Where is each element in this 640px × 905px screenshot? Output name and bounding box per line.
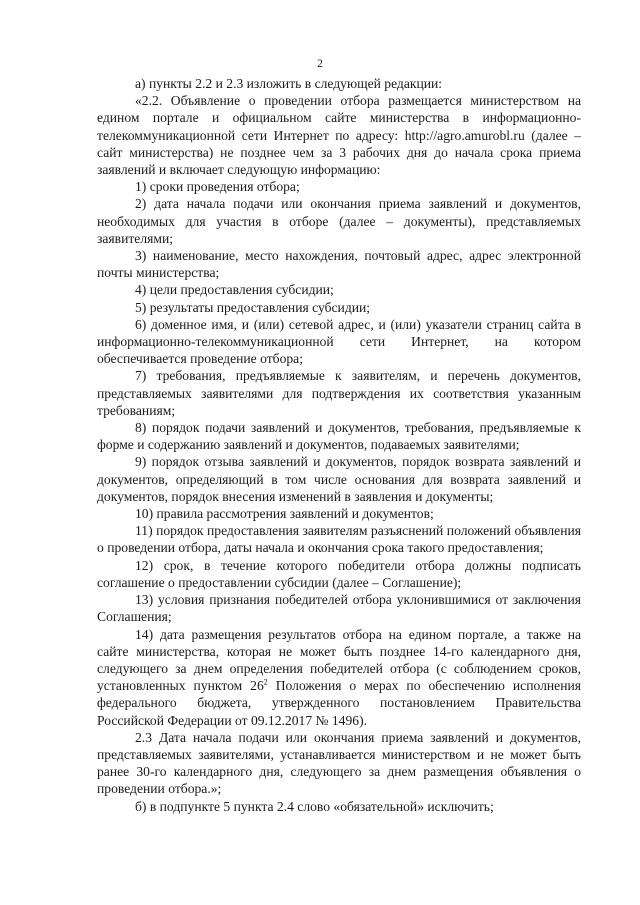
- list-item-2: 2) дата начала подачи или окончания приема заявлений и документов, необходимых для участия в отборе (далее – документы), представляемых заявителями;: [97, 196, 581, 246]
- list-item-14-text: 14) дата размещения результатов отбора на едином портале, а также на сайте министерства, которая не может быть позднее 14-го календарного дня, следующего за днем определения победителей отбора (с соблюдением сроков, установленных пунктом 26: [97, 626, 581, 694]
- superscript: 2: [263, 677, 268, 687]
- list-item-12: 12) срок, в течение которого победители отбора должны подписать соглашение о предоставлении субсидии (далее – Соглашение);: [97, 557, 581, 590]
- list-item-11: 11) порядок предоставления заявителям разъяснений положений объявления о проведении отбора, даты начала и окончания срока такого предоставления;: [97, 523, 581, 556]
- list-item-13: 13) условия признания победителей отбора уклонившимися от заключения Соглашения;: [97, 592, 581, 625]
- page-number: 2: [317, 58, 323, 70]
- document-body: [97, 75, 581, 815]
- list-item-10: 10) правила рассмотрения заявлений и документов;: [135, 506, 434, 522]
- list-item-6: 6) доменное имя, и (или) сетевой адрес, и (или) указатели страниц сайта в информационно-телекоммуникационной сети Интернет, на котором обеспечивается проведение отбора;: [97, 316, 581, 367]
- list-item-14-text-cont: Положения о мерах по обеспечению исполнения федерального бюджета, утвержденного постановлением Правительства Российской Федерации от 09.12.2017 № 1496).: [97, 678, 581, 728]
- list-item-5: 5) результаты предоставления субсидии;: [135, 299, 371, 315]
- paragraph-2-2: «2.2. Объявление о проведении отбора размещается министерством на едином портале и официальном сайте министерства в информационно-телекоммуникационной сети Интернет по адресу: http://agro.amurobl.ru (далее – сайт министерства) не позднее чем за 3 рабочих дня до начала срока приема заявлений и включает следующую информацию:: [97, 93, 581, 178]
- list-item-7: 7) требования, предъявляемые к заявителям, и перечень документов, представляемых заявителями для подтверждения их соответствия указанным требованиям;: [97, 368, 581, 418]
- list-item-3: 3) наименование, место нахождения, почтовый адрес, адрес электронной почты министерства;: [97, 248, 581, 281]
- list-item-4: 4) цели предоставления субсидии;: [135, 282, 334, 298]
- list-item-14: [97, 626, 581, 729]
- paragraph-b: б) в подпункте 5 пункта 2.4 слово «обязательной» исключить;: [135, 798, 494, 814]
- paragraph-a: а) пункты 2.2 и 2.3 изложить в следующей редакции:: [135, 76, 443, 91]
- paragraph-2-3: 2.3 Дата начала подачи или окончания приема заявлений и документов, представляемых заявителями, устанавливается министерством и не может быть ранее 30-го календарного дня, следующего за днем размещения объявления о проведении отбора.»;: [97, 729, 581, 797]
- list-item-9: 9) порядок отзыва заявлений и документов, порядок возврата заявлений и документов, определяющий в том числе основания для возврата заявлений и документов, порядок внесения изменений в заявления и документы;: [97, 454, 581, 504]
- list-item-1: 1) сроки проведения отбора;: [135, 179, 300, 195]
- list-item-8: 8) порядок подачи заявлений и документов, требования, предъявляемые к форме и содержанию заявлений и документов, подаваемых заявителями;: [97, 420, 581, 453]
